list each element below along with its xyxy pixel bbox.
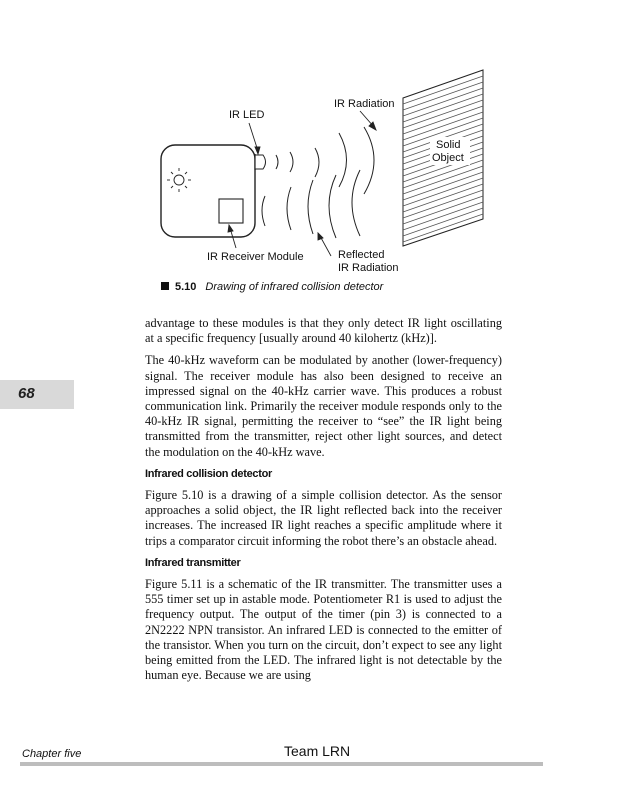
ir-led-label: IR LED [229,109,265,121]
chapter-label: Chapter five [22,748,82,760]
figure-title: Drawing of infrared collision detector [205,281,384,293]
ir-led-icon [255,154,266,170]
paragraph-1: advantage to these modules is that they only detect IR light oscillating at a specific frequency [usually around 40 kilohertz (kHz)]. [145,316,502,346]
receiver-module-label: IR Receiver Module [207,251,304,263]
paragraph-3: Figure 5.10 is a drawing of a simple collision detector. As the sensor approaches a solid object, the IR light reflected back into the receiver increases. The increased IR light reaches a specific amplitude where it trips a comparator circuit informing the robot there’s an obstacle ahead. [145,488,502,548]
solid-object-label-1: Solid [436,139,461,151]
emitted-ir-waves [276,127,374,194]
solid-object-label-2: Object [432,152,464,164]
receiver-module [219,199,243,223]
reflected-label-2: IR Radiation [338,262,399,274]
body-text [145,316,502,690]
section-heading-ir-transmitter: Infrared transmitter [145,556,241,569]
watermark: Team LRN [284,743,351,759]
paragraph-2: The 40-kHz waveform can be modulated by another (lower-frequency) signal. The receiver module has also been designed to receive an impressed signal on the 40-kHz carrier wave. This produces a robust communication link. Primarily the receiver module responds only to the 40-kHz IR signal, permitting the receiver to “see” the IR light being transmitted from the transmitter, reject other light sources, and detect the modulation on the 40-kHz wave. [145,353,502,459]
section-heading-collision-detector: Infrared collision detector [145,467,272,480]
reflected-label-1: Reflected [338,249,385,261]
page-number-tab [0,380,74,409]
footer-rule [20,762,543,766]
reflected-ir-waves [262,170,360,238]
caption-bullet [161,282,169,290]
page-number: 68 [18,385,35,402]
ir-radiation-label: IR Radiation [334,98,395,110]
paragraph-4: Figure 5.11 is a schematic of the IR transmitter. The transmitter uses a 555 timer set up in astable mode. Potentiometer R1 is used to adjust the frequency output. The output of the timer (pin 3) is connected to a 2N2222 NPN transistor. An infrared LED is connected to the emitter of the transistor. When you turn on the circuit, don’t expect to see any light being emitted from the LED. The infrared light is not detectable by the human eye. Because we are using [145,577,502,683]
figure-caption [161,281,383,293]
collision-detector-figure [0,0,637,300]
figure-number: 5.10 [175,281,197,293]
